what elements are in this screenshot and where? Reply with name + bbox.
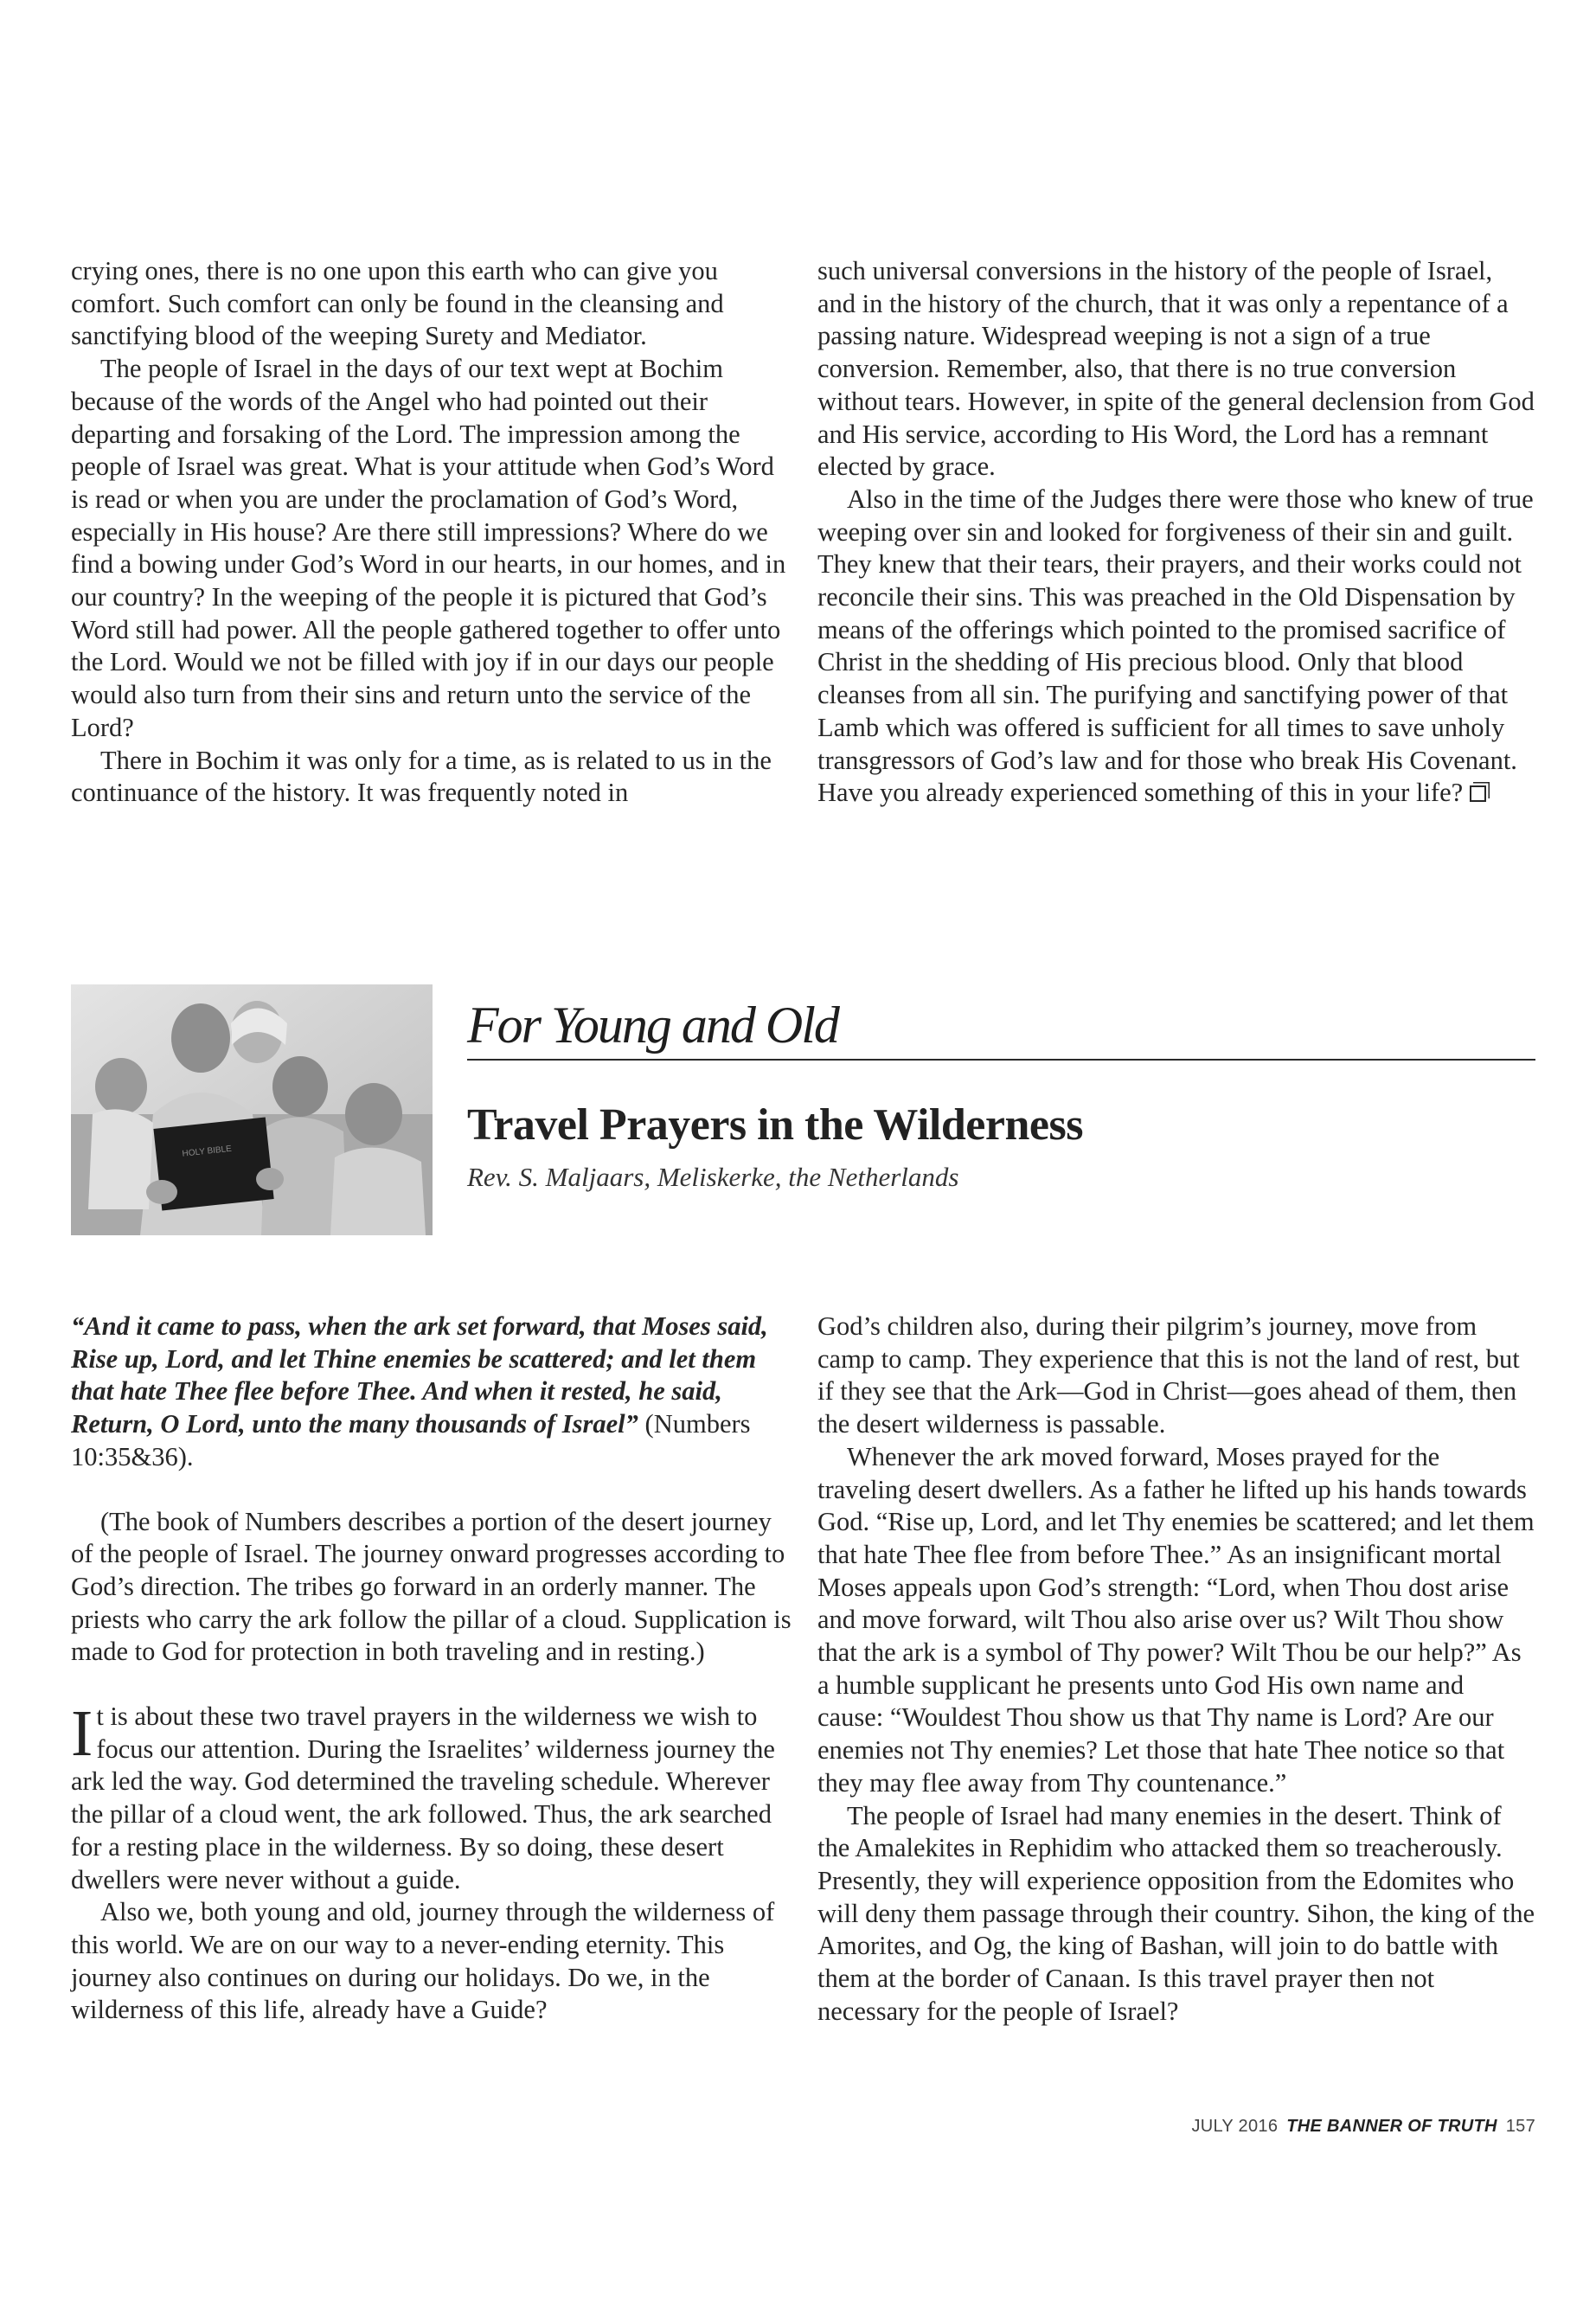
intro-paragraph: (The book of Numbers describes a portion of the desert journey of the people of Israel. The journey onward progresses according to God’s direction. The tribes go forward in an orderly manner. The priests who carry the ark follow the pillar of a cloud. Supplication is made to God for protection in both traveling and in resting.) (71, 1506, 792, 1667)
family-reading-bible-photo (71, 984, 433, 1235)
verse-text: “And it came to pass, when the ark set forward, that Moses said, Rise up, Lord, and let Thine enemies be scattered; and let them that hate Thee flee before Thee. And when it rested, he said, Return, O Lord, unto the many thousands of Israel” (71, 1311, 768, 1439)
paragraph: God’s children also, during their pilgrim’s journey, move from camp to camp. They experience that this is not the land of rest, but if they see that the Ark—God in Christ—goes ahead of them, then the desert wilderness is passable. (817, 1311, 1520, 1439)
paragraph: The people of Israel in the days of our text wept at Bochim because of the words of the Angel who had pointed out their departing and forsaking of the Lord. The impression among the people of Israel was great. What is your attitude when God’s Word is read or when you are under the proclamation of God’s Word, especially in His house? Are there still impressions? Where do we find a bowing under God’s Word in our hearts, in our homes, and in our country? In the weeping of the people it is pictured that God’s Word still had power. All the people gathered together to offer unto the Lord. Would we not be filled with joy if in our days our people would also turn from their sins and return unto the service of the Lord? (71, 354, 786, 742)
scripture-quote (71, 1311, 792, 1474)
verse-reference: (Numbers 10:35&36). (71, 1409, 751, 1471)
page-number: 157 (1505, 2117, 1535, 2136)
bottom-right-column (817, 1311, 1535, 2028)
spacer (71, 1474, 792, 1506)
article-title: Travel Prayers in the Wilderness (467, 1100, 1083, 1150)
spacer (71, 1669, 792, 1701)
paragraph: There in Bochim it was only for a time, as is related to us in the continuance of the history. It was frequently noted in (71, 745, 772, 808)
author-byline: Rev. S. Maljaars, Meliskerke, the Netherlands (467, 1162, 959, 1192)
top-right-column (817, 255, 1535, 810)
first-paragraph (71, 1697, 792, 1896)
issue-date: JULY 2016 (1191, 2117, 1279, 2136)
paragraph: t is about these two travel prayers in the wilderness we wish to focus our attention. During the Israelites’ wilderness journey the ark led the way. God determined the traveling schedule. Wherever the pillar of a cloud went, the ark followed. Thus, the ark searched for a resting place in the wilderness. By so doing, these desert dwellers were never without a guide. (71, 1702, 775, 1894)
paragraph: such universal conversions in the history of the people of Israel, and in the history of the church, that it was only a repentance of a passing nature. Widespread weeping is not a sign of a true conversion. Remember, also, that there is no true conversion without tears. However, in spite of the general declension from God and His service, according to His Word, the Lord has a remnant elected by grace. (817, 256, 1535, 482)
paragraph: The people of Israel had many enemies in the desert. Think of the Amalekites in Rephidim who attacked them so treacherously. Presently, they will experience opposition from the Edomites who will deny them passage through their country. Sihon, the king of the Amorites, and Og, the king of Bashan, will join to do battle with them at the border of Canaan. Is this travel prayer then not necessary for the people of Israel? (817, 1800, 1535, 2026)
paragraph: Also in the time of the Judges there were those who knew of true weeping over sin and looked for forgiveness of their sin and guilt. They knew that their tears, their prayers, and their works could not reconcile their sins. This was preached in the Old Dispensation by means of the offerings which pointed to the promised sacrifice of Christ in the shedding of His precious blood. Only that blood cleanses from all sin. The purifying and sanctifying power of that Lamb which was offered is sufficient for all times to save unholy transgressors of God’s law and for those who break His Covenant. Have you already experienced something of this in your life? (817, 484, 1534, 808)
bible-cover-label: HOLY BIBLE (182, 1144, 233, 1159)
bottom-left-column (71, 1311, 792, 2027)
top-left-column (71, 255, 792, 810)
photo-illustration (71, 984, 433, 1235)
section-divider (467, 1059, 1535, 1061)
end-of-article-icon (1470, 785, 1486, 802)
paragraph: Also we, both young and old, journey through the wilderness of this world. We are on our way to a never-ending eternity. This journey also continues on during our holidays. Do we, in the wilderness of this life, already have a Guide? (71, 1897, 775, 2025)
drop-cap: I (71, 1697, 93, 1771)
magazine-name: THE BANNER OF TRUTH (1286, 2117, 1497, 2136)
paragraph: crying ones, there is no one upon this earth who can give you comfort. Such comfort can only be found in the cleansing and sanctifying blood of the weeping Surety and Mediator. (71, 256, 724, 351)
paragraph: Whenever the ark moved forward, Moses prayed for the traveling desert dwellers. As a father he lifted up his hands towards God. “Rise up, Lord, and let Thy enemies be scattered; and let them that hate Thee flee from before Thee.” As an insignificant mortal Moses appeals upon God’s strength: “Lord, when Thou dost arise and move forward, wilt Thou also arise over us? Wilt Thou show that the ark is a symbol of Thy power? Wilt Thou be our help?” As a humble supplicant he presents unto God His own name and cause: “Wouldest Thou show us that Thy name is Lord? Are our enemies not Thy enemies? Let those that hate Thee notice so that they may flee away from Thy countenance.” (817, 1441, 1535, 1798)
page-footer (1191, 2117, 1535, 2137)
paragraph-with-end-mark (817, 484, 1535, 810)
section-title: For Young and Old (467, 997, 838, 1054)
